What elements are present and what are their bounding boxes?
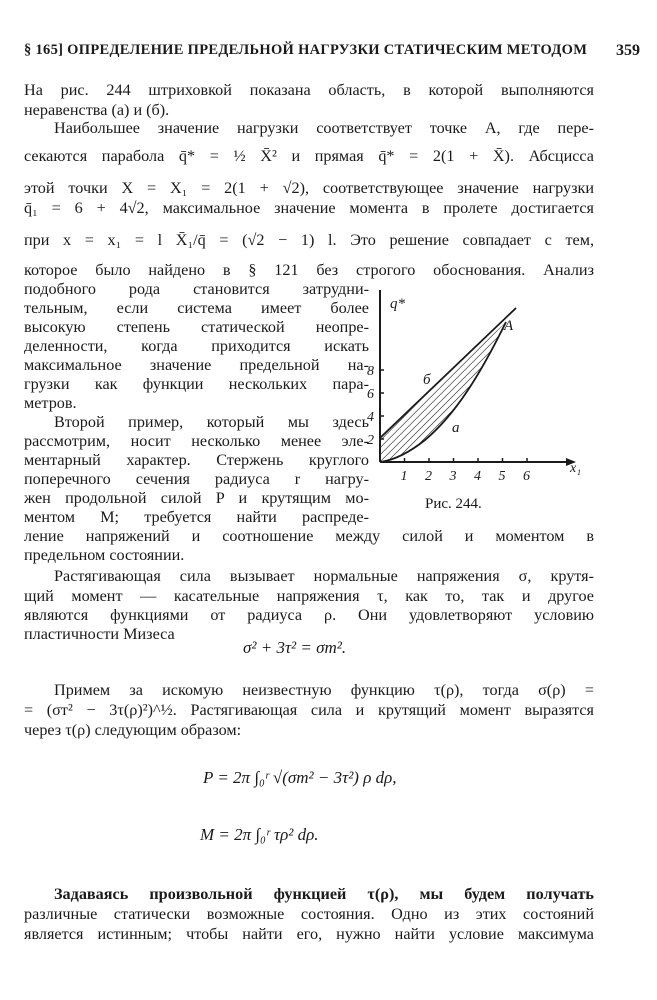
y-tick-label: 6	[367, 387, 374, 402]
section-title: § 165] ОПРЕДЕЛЕНИЕ ПРЕДЕЛЬНОЙ НАГРУЗКИ СТАТИЧЕСКИМ МЕТОДОМ	[24, 42, 588, 58]
force-formula: P = 2π ∫₀ʳ √(σт² − 3τ²) ρ dρ,	[203, 768, 397, 787]
text-line: поперечного сечения радиуса r нагру-	[24, 470, 369, 488]
feasible-region	[380, 322, 506, 462]
text-line: секаются парабола q̄* = ½ X̄² и прямая q̄* = 2(1 + X̄). Абсцисса	[24, 147, 594, 165]
text-line: неравенства (а) и (б).	[24, 101, 170, 119]
x-tick-label: 1	[400, 469, 408, 484]
text-line: при x = x₁ = l X̄₁/q̄ = (√2 − 1) l. Это решение совпадает с тем,	[24, 231, 594, 249]
text-line: метров.	[24, 394, 77, 412]
text-line: На рис. 244 штриховкой показана область, в которой выполняются	[24, 81, 594, 99]
figure-caption: Рис. 244.	[425, 496, 482, 512]
x-tick-label: 3	[449, 469, 457, 484]
text-line: Наибольшее значение нагрузки соответствует точке A, где пере-	[54, 119, 594, 137]
text-line: подобного рода становится затрудни-	[24, 280, 369, 298]
text-line: рассмотрим, носит несколько менее эле-	[24, 432, 369, 450]
text-line: Примем за искомую неизвестную функцию τ(ρ), тогда σ(ρ) =	[54, 681, 594, 699]
line-b	[380, 308, 516, 438]
text-line: q̄₁ = 6 + 4√2, максимальное значение момента в пролете достигается	[24, 199, 594, 217]
text-line: ление напряжений и соотношение между силой и моментом в	[24, 527, 594, 545]
text-line: щий момент — касательные напряжения τ, как то, так и другое	[24, 587, 594, 605]
text-line: пластичности Мизеса	[24, 625, 175, 643]
text-line: являются функциями от радиуса ρ. Они удовлетворяют условию	[24, 606, 594, 624]
mises-formula: σ² + 3τ² = σт².	[243, 638, 347, 657]
curve-b-label: б	[423, 372, 431, 388]
y-tick-label: 4	[367, 410, 374, 425]
text-line: грузки как функции нескольких пара-	[24, 375, 369, 393]
y-tick-label: 8	[367, 364, 374, 379]
text-line: этой точки X = X₁ = 2(1 + √2), соответствующее значение нагрузки	[24, 179, 594, 197]
x-axis-label: x₁	[570, 461, 582, 476]
text-line: = (σт² − 3τ(ρ)²)^½. Растягивающая сила и крутящий момент выразятся	[24, 701, 594, 719]
text-line: Задаваясь произвольной функцией τ(ρ), мы будем получать	[54, 885, 594, 903]
text-line: Растягивающая сила вызывает нормальные напряжения σ, крутя-	[54, 567, 594, 585]
text-line: которое было найдено в § 121 без строгого обоснования. Анализ	[24, 261, 594, 279]
text-line: ментом M; требуется найти распреде-	[24, 508, 369, 526]
text-line: различные статически возможные состояния. Одно из этих состояний	[24, 905, 594, 923]
moment-formula: M = 2π ∫₀ʳ τρ² dρ.	[200, 825, 319, 844]
y-axis-label: q*	[390, 296, 405, 312]
point-a-label: A	[504, 318, 514, 334]
page-number: 359	[616, 42, 640, 59]
text-line: является истинным; чтобы найти его, нужно найти условие максимума	[24, 925, 594, 943]
x-tick-label: 6	[523, 469, 530, 484]
curve-a-label: а	[452, 420, 460, 436]
text-line: тельным, если система имеет более	[24, 299, 369, 317]
text-line: Второй пример, который мы здесь	[54, 413, 369, 431]
text-line: деленности, когда приходится искать	[24, 337, 369, 355]
x-tick-label: 2	[425, 469, 432, 484]
text-line: жен продольной силой P и крутящим мо-	[24, 489, 369, 507]
text-line: ментарный характер. Стержень круглого	[24, 451, 369, 469]
text-line: максимальное значение предельной на-	[24, 356, 369, 374]
text-line: через τ(ρ) следующим образом:	[24, 721, 242, 739]
x-tick-label: 4	[474, 469, 481, 484]
y-tick-label: 2	[367, 433, 374, 448]
x-tick-label: 5	[498, 469, 506, 484]
text-line: высокую степень статической неопре-	[24, 318, 369, 336]
text-line: предельном состоянии.	[24, 546, 185, 564]
